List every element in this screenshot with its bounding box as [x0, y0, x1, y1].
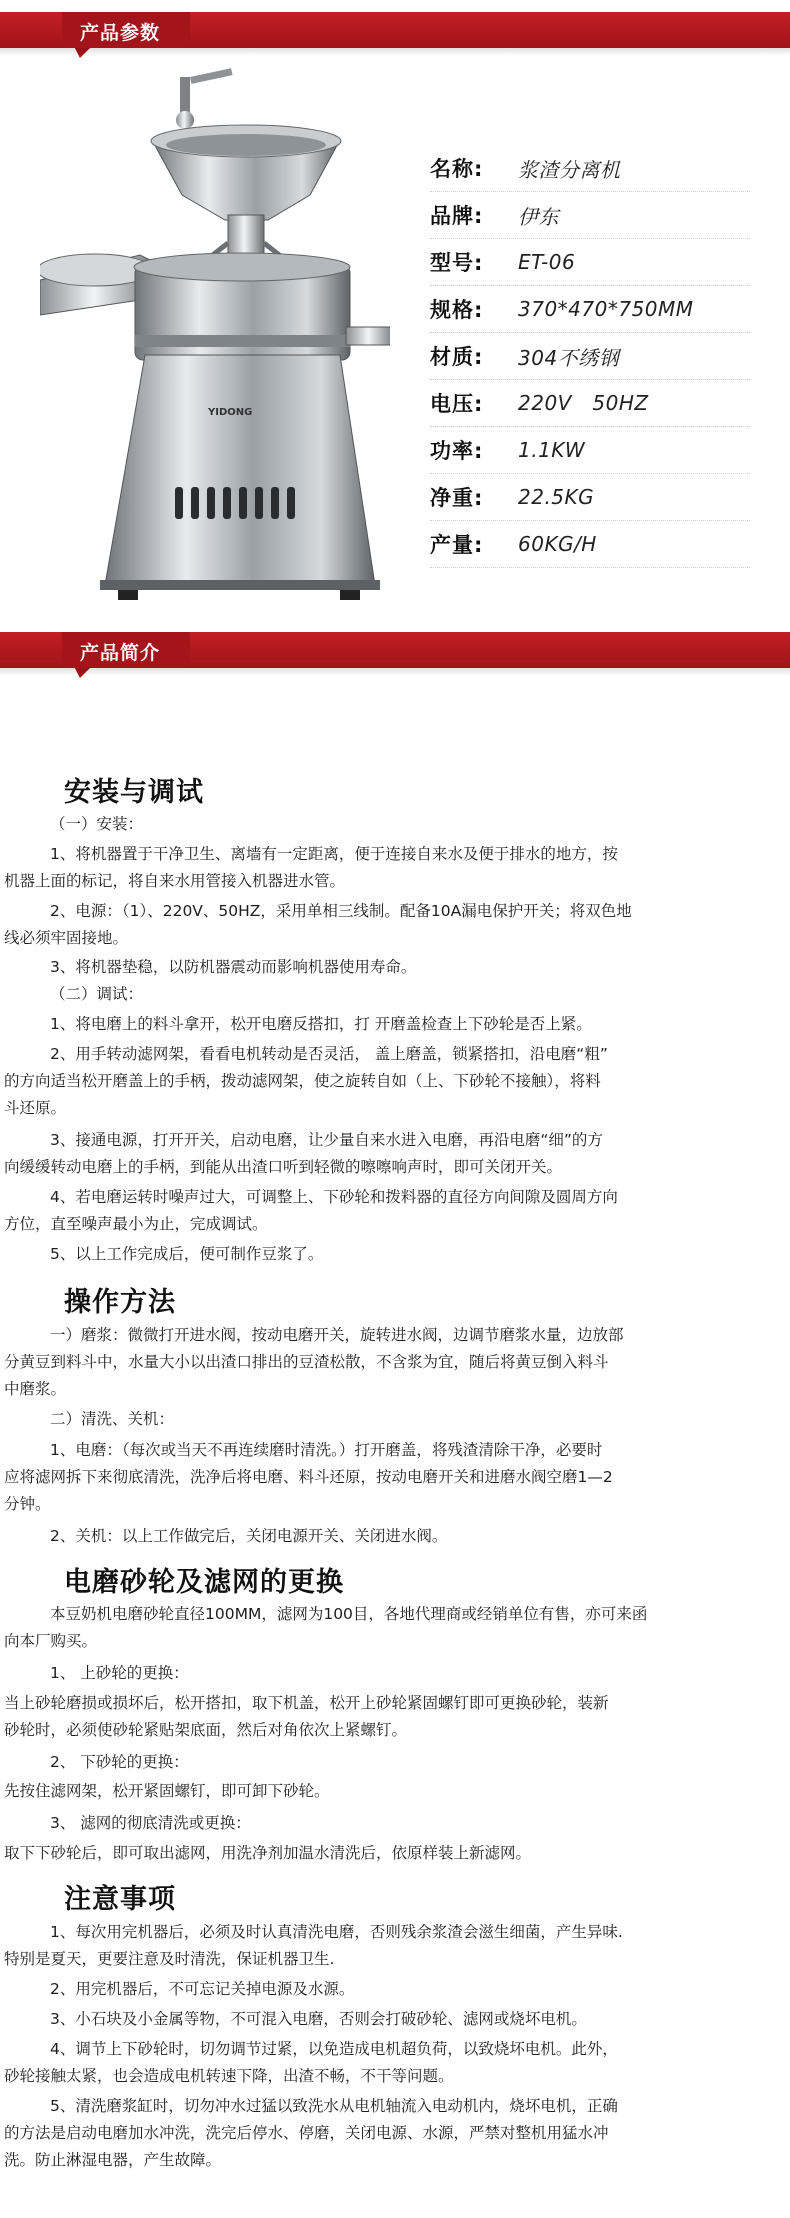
- spec-row-voltage: 电压: 220V 50HZ: [430, 380, 750, 427]
- spec-row-name: 名称: 浆渣分离机: [430, 145, 750, 192]
- brand-logo-text: YIDONG: [208, 407, 253, 418]
- notes-line: 砂轮接触太紧，也会造成电机转速下降，出渣不畅，不干等问题。: [4, 2067, 454, 2085]
- section-title-params: 产品参数: [80, 22, 161, 44]
- operation-line: 二）清洗、关机：: [50, 1410, 175, 1428]
- notes-line: 2、用完机器后，不可忘记关掉电源及水源。: [50, 1980, 355, 1998]
- notes-line: 特别是夏天，更要注意及时清洗，保证机器卫生.: [4, 1950, 335, 1968]
- section-banner-intro: [0, 620, 790, 678]
- spec-row-model: 型号: ET-06: [430, 239, 750, 286]
- notes-line: 4、调节上下砂轮时，切勿调节过紧，以免造成电机超负荷，以致烧坏电机。此外，: [50, 2040, 618, 2058]
- install-line: 线必须牢固接地。: [4, 929, 129, 947]
- spec-list: [430, 145, 750, 568]
- replacement-line: 先按住滤网架，松开紧固螺钉，即可卸下砂轮。: [4, 1782, 330, 1800]
- heading-notes: 注意事项: [64, 1884, 176, 1915]
- install-line: （一）安装：: [50, 815, 144, 833]
- spec-row-weight: 净重: 22.5KG: [430, 474, 750, 521]
- operation-line: 分钟。: [4, 1495, 51, 1513]
- operation-line: 分黄豆到料斗中，水量大小以出渣口排出的豆渣松散，不含浆为宜，随后将黄豆倒入料斗: [4, 1353, 609, 1371]
- replacement-line: 砂轮时，必须使砂轮紧贴架底面，然后对角依次上紧螺钉。: [4, 1721, 408, 1739]
- operation-line: 中磨浆。: [4, 1380, 67, 1398]
- heading-operation: 操作方法: [64, 1287, 176, 1318]
- install-line: 向缓缓转动电磨上的手柄，到能从出渣口听到轻微的嚓嚓响声时，即可关闭开关。: [4, 1158, 563, 1176]
- install-line: 斗还原。: [4, 1099, 67, 1117]
- section-banner-params: [0, 0, 790, 58]
- install-line: 1、将电磨上的料斗拿开，松开电磨反搭扣，打 开磨盖检查上下砂轮是否上紧。: [50, 1015, 592, 1033]
- install-line: 5、以上工作完成后，便可制作豆浆了。: [50, 1245, 324, 1263]
- section-title-intro: 产品简介: [80, 642, 161, 664]
- operation-line: 一）磨浆：微微打开进水阀，按动电磨开关，旋转进水阀，边调节磨浆水量，边放部: [50, 1326, 624, 1344]
- spec-row-size: 规格: 370*470*750MM: [430, 286, 750, 333]
- install-line: 3、接通电源，打开开关，启动电磨，让少量自来水进入电磨，再沿电磨“细”的方: [50, 1131, 603, 1149]
- spec-row-output: 产量: 60KG/H: [430, 521, 750, 568]
- notes-line: 1、每次用完机器后，必须及时认真清洗电磨，否则残余浆渣会滋生细菌，产生异味.: [50, 1923, 623, 1941]
- heading-install: 安装与调试: [64, 777, 204, 808]
- replacement-line: 取下下砂轮后，即可取出滤网，用洗净剂加温水清洗后，依原样装上新滤网。: [4, 1844, 532, 1862]
- operation-line: 应将滤网拆下来彻底清洗，洗净后将电磨、料斗还原，按动电磨开关和进磨水阀空磨1—2: [4, 1468, 613, 1486]
- install-line: （二）调试：: [50, 985, 144, 1003]
- notes-line: 5、清洗磨浆缸时，切勿冲水过猛以致洗水从电机轴流入电动机内，烧坏电机，正确: [50, 2097, 618, 2115]
- install-line: 方位，直至噪声最小为止，完成调试。: [4, 1215, 268, 1233]
- product-image: [40, 65, 390, 605]
- install-line: 1、将机器置于干净卫生、离墙有一定距离，便于连接自来水及便于排水的地方，按: [50, 845, 618, 863]
- notes-line: 的方法是启动电磨加水冲洗，洗完后停水、停磨，关闭电源、水源，严禁对整机用猛水冲: [4, 2124, 609, 2142]
- install-line: 2、用手转动滤网架，看看电机转动是否灵活， 盖上磨盖，锁紧搭扣，沿电磨“粗”: [50, 1045, 608, 1063]
- replacement-line: 本豆奶机电磨砂轮直径100MM，滤网为100目，各地代理商或经销单位有售，亦可来函: [50, 1605, 648, 1623]
- replacement-line: 3、 滤网的彻底清洗或更换：: [50, 1814, 251, 1832]
- install-line: 的方向适当松开磨盖上的手柄，拨动滤网架，使之旋转自如（上、下砂轮不接触），将料: [4, 1072, 601, 1090]
- replacement-line: 1、 上砂轮的更换：: [50, 1664, 189, 1682]
- install-line: 3、将机器垫稳，以防机器震动而影响机器使用寿命。: [50, 958, 417, 976]
- operation-line: 1、电磨：（每次或当天不再连续磨时清洗。）打开磨盖，将残渣清除干净，必要时: [50, 1441, 603, 1459]
- notes-line: 3、小石块及小金属等物，不可混入电磨，否则会打破砂轮、滤网或烧坏电机。: [50, 2010, 587, 2028]
- replacement-line: 2、 下砂轮的更换：: [50, 1753, 189, 1771]
- install-line: 2、电源：（1）、220V、50HZ，采用单相三线制。配备10A漏电保护开关；将双色地: [50, 902, 632, 920]
- spec-row-material: 材质: 304不绣钢: [430, 333, 750, 380]
- install-line: 4、若电磨运转时噪声过大，可调整上、下砂轮和拨料器的直径方向间隙及圆周方向: [50, 1188, 618, 1206]
- heading-replacement: 电磨砂轮及滤网的更换: [64, 1567, 344, 1598]
- spec-row-brand: 品牌: 伊东: [430, 192, 750, 239]
- replacement-line: 当上砂轮磨损或损坏后，松开搭扣，取下机盖，松开上砂轮紧固螺钉即可更换砂轮，装新: [4, 1694, 609, 1712]
- replacement-line: 向本厂购买。: [4, 1632, 98, 1650]
- install-line: 机器上面的标记，将自来水用管接入机器进水管。: [4, 872, 346, 890]
- operation-line: 2、关机：以上工作做完后，关闭电源开关、关闭进水阀。: [50, 1527, 448, 1545]
- notes-line: 洗。防止淋湿电器，产生故障。: [4, 2151, 222, 2169]
- spec-row-power: 功率: 1.1KW: [430, 427, 750, 474]
